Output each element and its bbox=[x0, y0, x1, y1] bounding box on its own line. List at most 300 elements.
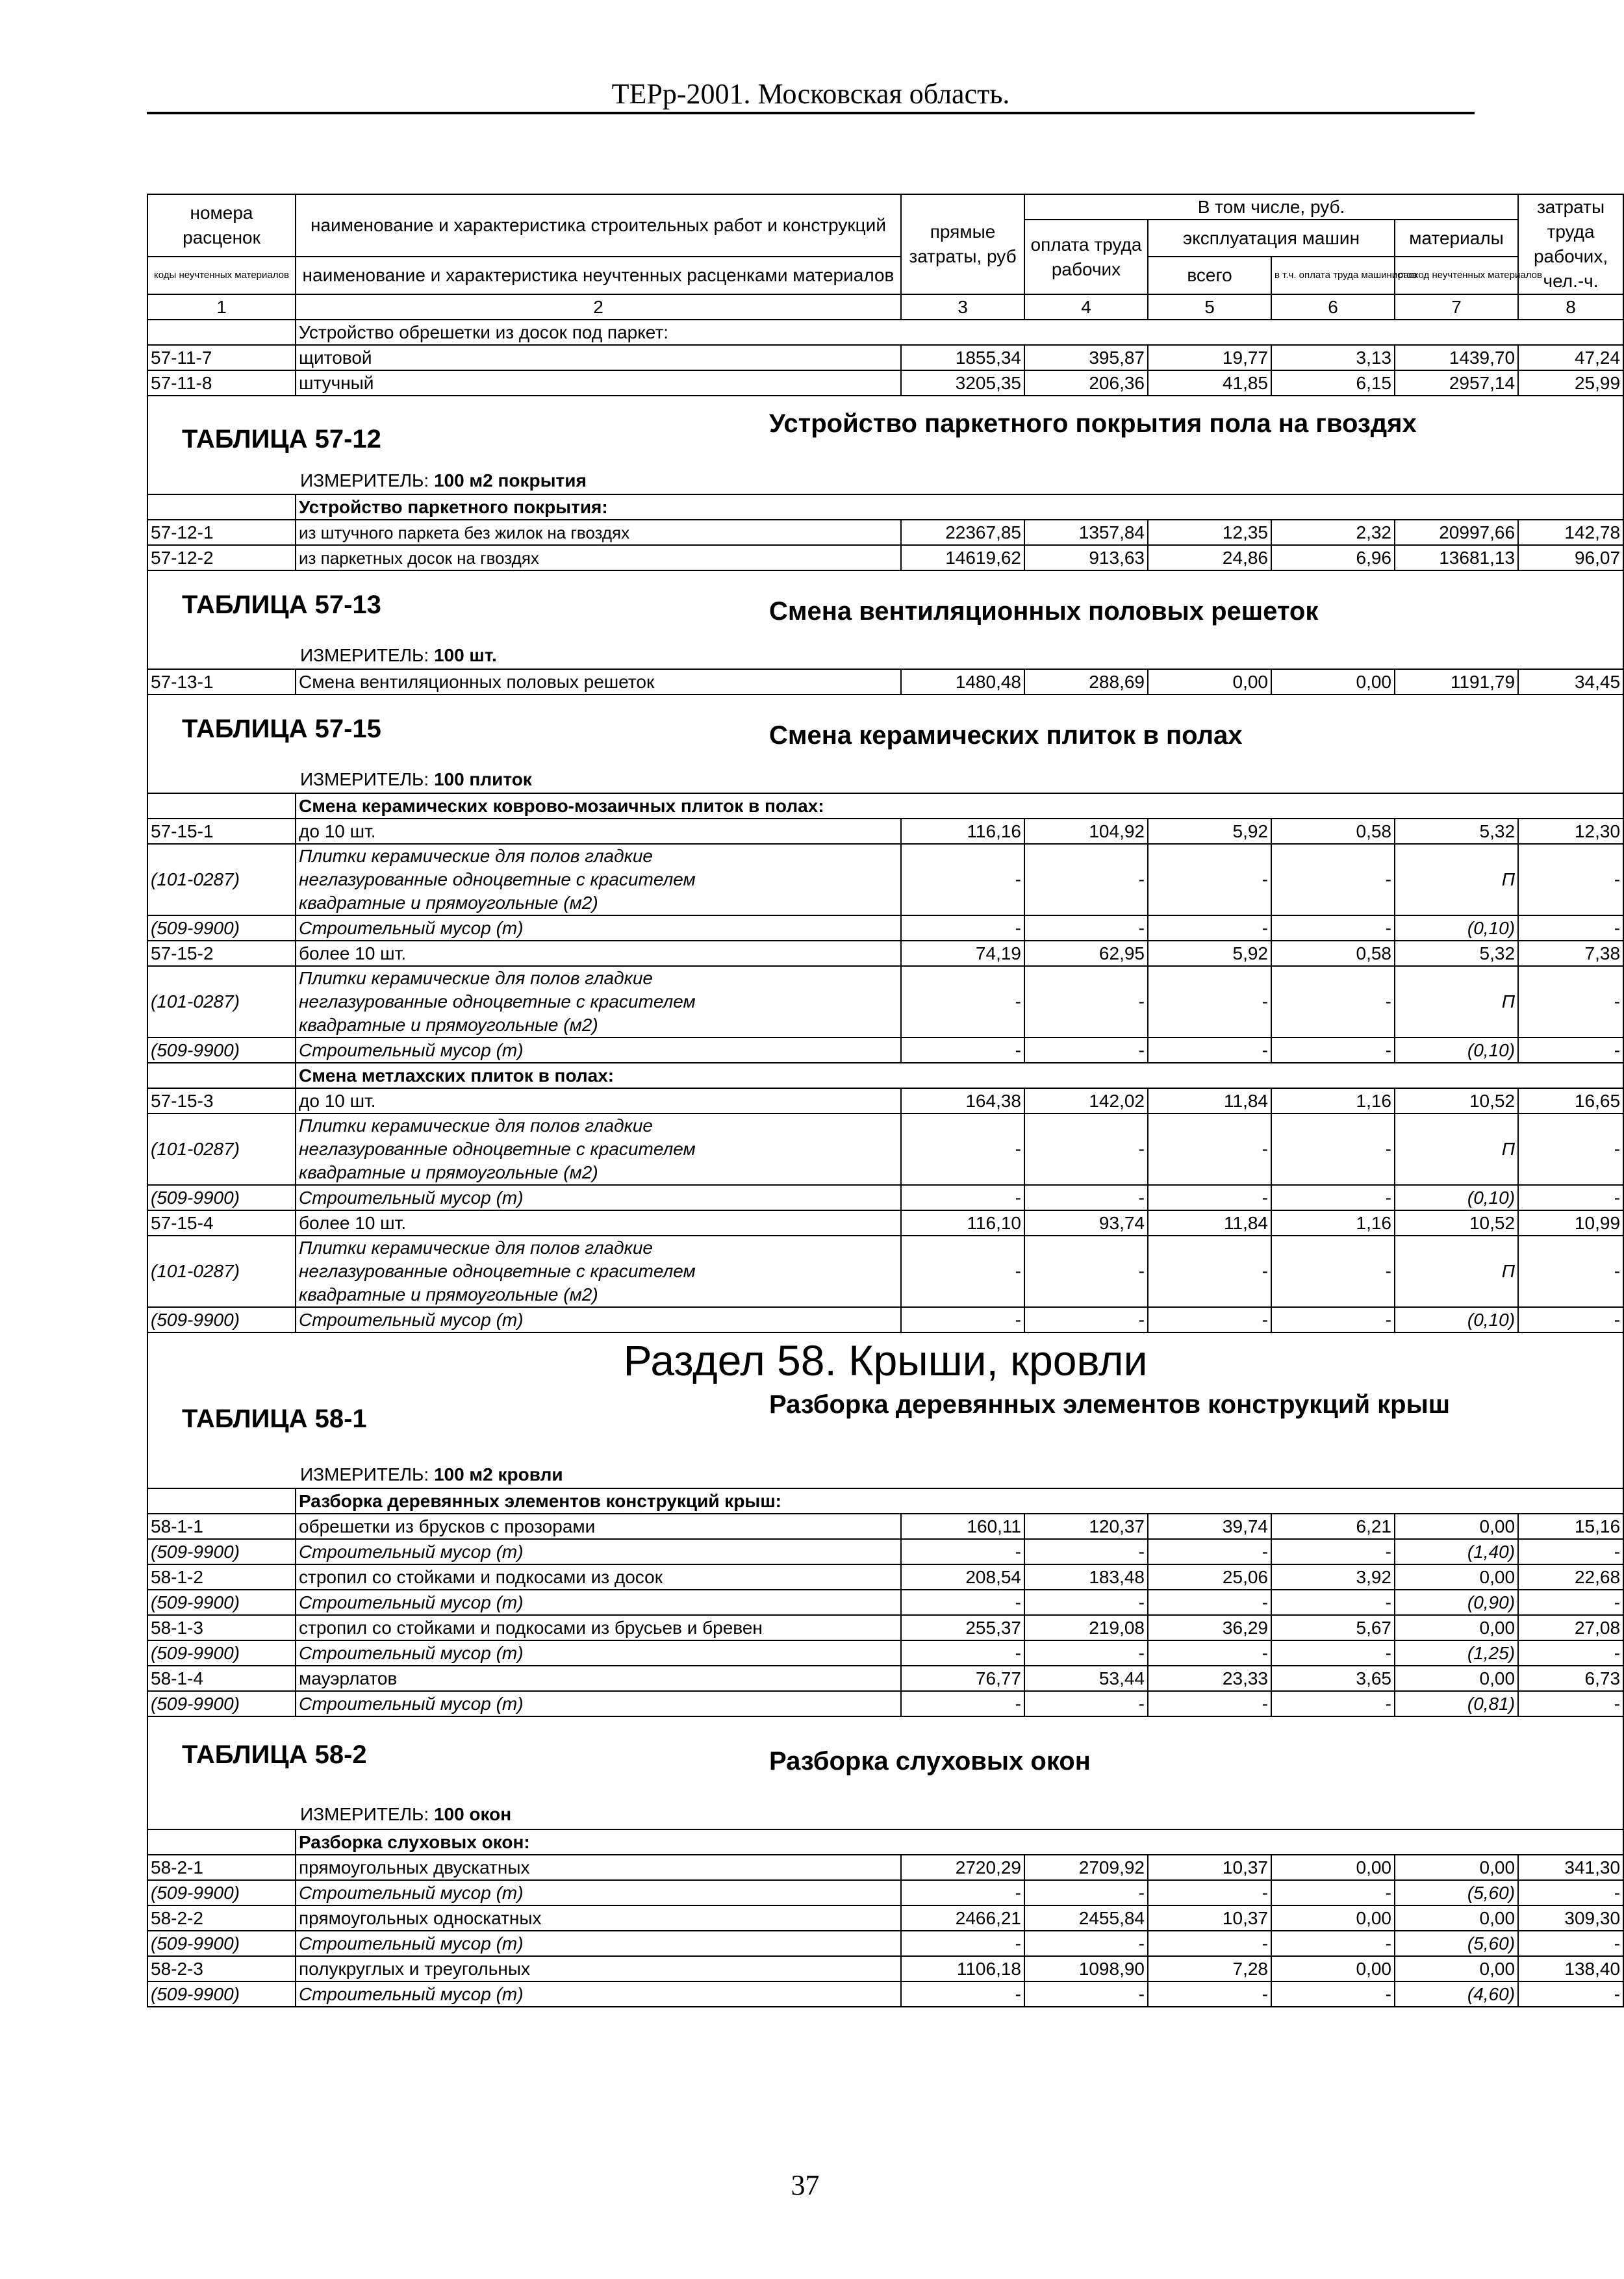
material-name: Плитки керамические для полов гладкие неглазурованные одноцветные с красителем квадратные и прямоугольные (м2) bbox=[296, 1114, 901, 1185]
empty-cell bbox=[147, 1829, 296, 1855]
dash: - bbox=[901, 1114, 1024, 1185]
direct-cost: 255,37 bbox=[901, 1615, 1024, 1640]
dash: - bbox=[1271, 1640, 1395, 1666]
table-title: Устройство паркетного покрытия пола на гвоздях bbox=[769, 409, 1417, 438]
subheading: Устройство паркетного покрытия: bbox=[296, 494, 1623, 520]
dash: - bbox=[1518, 1691, 1623, 1716]
materials: 13681,13 bbox=[1395, 545, 1518, 570]
table-row bbox=[147, 1666, 1623, 1691]
dash: - bbox=[1518, 1931, 1623, 1956]
material-row bbox=[147, 1236, 1623, 1307]
col7-header: расход неучтенных материалов bbox=[1395, 257, 1518, 294]
labor-pay: 1357,84 bbox=[1024, 520, 1148, 545]
machines-total: 39,74 bbox=[1148, 1514, 1271, 1539]
col-number: 2 bbox=[296, 294, 901, 320]
direct-cost: 2720,29 bbox=[901, 1855, 1024, 1880]
debris-amount: (1,40) bbox=[1395, 1539, 1518, 1564]
machines-total: 11,84 bbox=[1148, 1210, 1271, 1236]
labor-hours: 47,24 bbox=[1518, 345, 1623, 370]
dash: - bbox=[901, 1236, 1024, 1307]
dash: - bbox=[1518, 966, 1623, 1038]
machines-total: 19,77 bbox=[1148, 345, 1271, 370]
dash: - bbox=[1518, 1539, 1623, 1564]
labor-pay: 2709,92 bbox=[1024, 1855, 1148, 1880]
work-name: обрешетки из брусков с прозорами bbox=[296, 1514, 901, 1539]
labor-pay: 104,92 bbox=[1024, 819, 1148, 844]
materials: 0,00 bbox=[1395, 1666, 1518, 1691]
dash: - bbox=[1271, 844, 1395, 915]
materials: 20997,66 bbox=[1395, 520, 1518, 545]
debris-row bbox=[147, 1307, 1623, 1332]
labor-pay: 62,95 bbox=[1024, 941, 1148, 966]
code: 58-1-4 bbox=[147, 1666, 296, 1691]
dash: - bbox=[1148, 844, 1271, 915]
labor-hours: 341,30 bbox=[1518, 1855, 1623, 1880]
material-name: Строительный мусор (т) bbox=[296, 915, 901, 941]
debris-row bbox=[147, 1038, 1623, 1063]
direct-cost: 116,10 bbox=[901, 1210, 1024, 1236]
material-code: (509-9900) bbox=[147, 1307, 296, 1332]
table-row bbox=[147, 1905, 1623, 1931]
material-code: (509-9900) bbox=[147, 1640, 296, 1666]
col5-header: всего bbox=[1148, 257, 1271, 294]
machinists-pay: 6,15 bbox=[1271, 370, 1395, 396]
machines-total: 12,35 bbox=[1148, 520, 1271, 545]
materials: 2957,14 bbox=[1395, 370, 1518, 396]
code: 58-1-1 bbox=[147, 1514, 296, 1539]
direct-cost: 76,77 bbox=[901, 1666, 1024, 1691]
subheading: Смена метлахских плиток в полах: bbox=[296, 1063, 1623, 1088]
dash: - bbox=[1271, 1691, 1395, 1716]
col4-header: оплата труда рабочих bbox=[1024, 220, 1148, 294]
machinists-pay: 0,00 bbox=[1271, 1855, 1395, 1880]
material-code: (101-0287) bbox=[147, 1114, 296, 1185]
direct-cost: 22367,85 bbox=[901, 520, 1024, 545]
machinists-pay: 2,32 bbox=[1271, 520, 1395, 545]
code: 58-1-2 bbox=[147, 1564, 296, 1590]
dash: - bbox=[1271, 1590, 1395, 1615]
material-code: (509-9900) bbox=[147, 1691, 296, 1716]
machinists-pay: 0,00 bbox=[1271, 669, 1395, 694]
dash: - bbox=[901, 1307, 1024, 1332]
table-row bbox=[147, 1088, 1623, 1114]
machinists-pay: 6,96 bbox=[1271, 545, 1395, 570]
machinists-pay: 0,00 bbox=[1271, 1956, 1395, 1981]
measure-unit: ИЗМЕРИТЕЛЬ: 100 м2 кровли bbox=[300, 1464, 563, 1484]
machinists-pay: 3,92 bbox=[1271, 1564, 1395, 1590]
machines-total: 5,92 bbox=[1148, 941, 1271, 966]
debris-amount: (0,10) bbox=[1395, 1038, 1518, 1063]
material-rate: П bbox=[1395, 1114, 1518, 1185]
direct-cost: 116,16 bbox=[901, 819, 1024, 844]
work-name: Смена вентиляционных половых решеток bbox=[296, 669, 901, 694]
dash: - bbox=[1271, 1880, 1395, 1905]
debris-row bbox=[147, 1880, 1623, 1905]
material-code: (101-0287) bbox=[147, 844, 296, 915]
material-name: Строительный мусор (т) bbox=[296, 1590, 901, 1615]
measure-unit: ИЗМЕРИТЕЛЬ: 100 м2 покрытия bbox=[300, 470, 587, 490]
machinists-pay: 5,67 bbox=[1271, 1615, 1395, 1640]
exploitation-header: эксплуатация машин bbox=[1148, 220, 1395, 257]
machines-total: 36,29 bbox=[1148, 1615, 1271, 1640]
empty-cell bbox=[147, 1063, 296, 1088]
machinists-pay: 1,16 bbox=[1271, 1210, 1395, 1236]
table-row bbox=[147, 520, 1623, 545]
table-row bbox=[147, 1514, 1623, 1539]
work-name: прямоугольных двускатных bbox=[296, 1855, 901, 1880]
measure-unit: ИЗМЕРИТЕЛЬ: 100 шт. bbox=[300, 645, 497, 665]
materials: 1439,70 bbox=[1395, 345, 1518, 370]
labor-hours: 309,30 bbox=[1518, 1905, 1623, 1931]
dash: - bbox=[1148, 915, 1271, 941]
material-name: Плитки керамические для полов гладкие неглазурованные одноцветные с красителем квадратные и прямоугольные (м2) bbox=[296, 966, 901, 1038]
machinists-pay: 0,58 bbox=[1271, 819, 1395, 844]
work-name: полукруглых и треугольных bbox=[296, 1956, 901, 1981]
materials: 0,00 bbox=[1395, 1564, 1518, 1590]
material-code: (509-9900) bbox=[147, 915, 296, 941]
table-row bbox=[147, 345, 1623, 370]
col8-header: затраты труда рабочих, чел.-ч. bbox=[1518, 194, 1623, 294]
col-number: 3 bbox=[901, 294, 1024, 320]
col-number: 4 bbox=[1024, 294, 1148, 320]
work-name: мауэрлатов bbox=[296, 1666, 901, 1691]
dash: - bbox=[1518, 1038, 1623, 1063]
material-code: (509-9900) bbox=[147, 1981, 296, 2007]
table-label: ТАБЛИЦА 58-2 bbox=[182, 1740, 367, 1769]
dash: - bbox=[1271, 1307, 1395, 1332]
subheading: Смена керамических коврово-мозаичных плиток в полах: bbox=[296, 793, 1623, 819]
work-name: более 10 шт. bbox=[296, 1210, 901, 1236]
debris-amount: (0,81) bbox=[1395, 1691, 1518, 1716]
code: 58-2-2 bbox=[147, 1905, 296, 1931]
dash: - bbox=[1024, 1539, 1148, 1564]
dash: - bbox=[1271, 915, 1395, 941]
material-name: Строительный мусор (т) bbox=[296, 1539, 901, 1564]
dash: - bbox=[901, 1590, 1024, 1615]
material-name: Строительный мусор (т) bbox=[296, 1038, 901, 1063]
table-title: Разборка деревянных элементов конструкций крыш bbox=[769, 1390, 1451, 1419]
material-name: Строительный мусор (т) bbox=[296, 1931, 901, 1956]
debris-amount: (5,60) bbox=[1395, 1880, 1518, 1905]
material-code: (509-9900) bbox=[147, 1880, 296, 1905]
work-name: до 10 шт. bbox=[296, 1088, 901, 1114]
col1-header-bottom: коды неучтенных материалов bbox=[147, 257, 296, 294]
material-row bbox=[147, 844, 1623, 915]
material-name: Плитки керамические для полов гладкие неглазурованные одноцветные с красителем квадратные и прямоугольные (м2) bbox=[296, 1236, 901, 1307]
work-name: штучный bbox=[296, 370, 901, 396]
materials: 0,00 bbox=[1395, 1905, 1518, 1931]
dash: - bbox=[1148, 1185, 1271, 1210]
table-label: ТАБЛИЦА 58-1 bbox=[182, 1405, 367, 1433]
material-code: (509-9900) bbox=[147, 1590, 296, 1615]
table-row bbox=[147, 370, 1623, 396]
dash: - bbox=[1271, 1038, 1395, 1063]
page-header: ТЕРр-2001. Московская область. bbox=[147, 77, 1475, 114]
material-rate: П bbox=[1395, 1236, 1518, 1307]
material-rate: П bbox=[1395, 966, 1518, 1038]
machinists-pay: 0,00 bbox=[1271, 1905, 1395, 1931]
machinists-pay: 3,13 bbox=[1271, 345, 1395, 370]
dash: - bbox=[901, 1981, 1024, 2007]
dash: - bbox=[1518, 1236, 1623, 1307]
table-label: ТАБЛИЦА 57-15 bbox=[182, 715, 381, 743]
dash: - bbox=[1148, 1307, 1271, 1332]
work-name: стропил со стойками и подкосами из досок bbox=[296, 1564, 901, 1590]
debris-row bbox=[147, 1640, 1623, 1666]
materials: 0,00 bbox=[1395, 1615, 1518, 1640]
labor-hours: 27,08 bbox=[1518, 1615, 1623, 1640]
table-row bbox=[147, 669, 1623, 694]
table-row bbox=[147, 1615, 1623, 1640]
dash: - bbox=[1024, 1114, 1148, 1185]
table-heading-57-13 bbox=[147, 570, 1623, 669]
work-name: более 10 шт. bbox=[296, 941, 901, 966]
code: 57-15-3 bbox=[147, 1088, 296, 1114]
labor-pay: 142,02 bbox=[1024, 1088, 1148, 1114]
material-code: (101-0287) bbox=[147, 966, 296, 1038]
direct-cost: 164,38 bbox=[901, 1088, 1024, 1114]
debris-row bbox=[147, 1539, 1623, 1564]
dash: - bbox=[1271, 1981, 1395, 2007]
labor-pay: 183,48 bbox=[1024, 1564, 1148, 1590]
debris-row bbox=[147, 1185, 1623, 1210]
dash: - bbox=[1518, 915, 1623, 941]
work-name: из штучного паркета без жилок на гвоздях bbox=[296, 520, 901, 545]
labor-pay: 120,37 bbox=[1024, 1514, 1148, 1539]
machinists-pay: 0,58 bbox=[1271, 941, 1395, 966]
dash: - bbox=[1271, 1539, 1395, 1564]
labor-hours: 7,38 bbox=[1518, 941, 1623, 966]
dash: - bbox=[1518, 1590, 1623, 1615]
col-number: 5 bbox=[1148, 294, 1271, 320]
dash: - bbox=[1148, 1038, 1271, 1063]
table-label: ТАБЛИЦА 57-13 bbox=[182, 591, 381, 619]
table-title: Смена вентиляционных половых решеток bbox=[769, 597, 1319, 626]
material-code: (509-9900) bbox=[147, 1539, 296, 1564]
direct-cost: 208,54 bbox=[901, 1564, 1024, 1590]
dash: - bbox=[1024, 1307, 1148, 1332]
machines-total: 41,85 bbox=[1148, 370, 1271, 396]
code: 57-13-1 bbox=[147, 669, 296, 694]
dash: - bbox=[1024, 1640, 1148, 1666]
page-number: 37 bbox=[791, 2169, 820, 2201]
code: 57-12-2 bbox=[147, 545, 296, 570]
table-heading-57-15 bbox=[147, 694, 1623, 793]
machines-total: 10,37 bbox=[1148, 1905, 1271, 1931]
section-title: Раздел 58. Крыши, кровли bbox=[623, 1336, 1148, 1384]
machines-total: 7,28 bbox=[1148, 1956, 1271, 1981]
col-number: 6 bbox=[1271, 294, 1395, 320]
materials: 5,32 bbox=[1395, 941, 1518, 966]
debris-row bbox=[147, 1981, 1623, 2007]
material-name: Плитки керамические для полов гладкие неглазурованные одноцветные с красителем квадратные и прямоугольные (м2) bbox=[296, 844, 901, 915]
debris-amount: (4,60) bbox=[1395, 1981, 1518, 2007]
direct-cost: 14619,62 bbox=[901, 545, 1024, 570]
table-label: ТАБЛИЦА 57-12 bbox=[182, 425, 381, 453]
machines-total: 24,86 bbox=[1148, 545, 1271, 570]
code: 58-1-3 bbox=[147, 1615, 296, 1640]
dash: - bbox=[1148, 1640, 1271, 1666]
machinists-pay: 3,65 bbox=[1271, 1666, 1395, 1691]
table-row bbox=[147, 1210, 1623, 1236]
table-row bbox=[147, 1855, 1623, 1880]
labor-pay: 1098,90 bbox=[1024, 1956, 1148, 1981]
debris-amount: (0,10) bbox=[1395, 1185, 1518, 1210]
dash: - bbox=[1148, 1236, 1271, 1307]
dash: - bbox=[1024, 915, 1148, 941]
material-code: (509-9900) bbox=[147, 1038, 296, 1063]
material-name: Строительный мусор (т) bbox=[296, 1640, 901, 1666]
col2-header-bottom: наименование и характеристика неучтенных расценками материалов bbox=[296, 257, 901, 294]
table-heading-58-2 bbox=[147, 1716, 1623, 1829]
direct-cost: 2466,21 bbox=[901, 1905, 1024, 1931]
dash: - bbox=[1024, 1931, 1148, 1956]
debris-row bbox=[147, 1590, 1623, 1615]
empty-cell bbox=[147, 320, 296, 345]
col6-header: в т.ч. оплата труда машинистов bbox=[1271, 257, 1395, 294]
code: 58-2-1 bbox=[147, 1855, 296, 1880]
col1-header-top: номера расценок bbox=[147, 194, 296, 257]
dash: - bbox=[901, 1539, 1024, 1564]
direct-cost: 160,11 bbox=[901, 1514, 1024, 1539]
machinists-pay: 6,21 bbox=[1271, 1514, 1395, 1539]
machines-total: 25,06 bbox=[1148, 1564, 1271, 1590]
section-58-heading bbox=[147, 1332, 1623, 1488]
dash: - bbox=[1024, 844, 1148, 915]
debris-amount: (1,25) bbox=[1395, 1640, 1518, 1666]
code: 57-15-4 bbox=[147, 1210, 296, 1236]
work-name: стропил со стойками и подкосами из брусьев и бревен bbox=[296, 1615, 901, 1640]
dash: - bbox=[1024, 966, 1148, 1038]
machinists-pay: 1,16 bbox=[1271, 1088, 1395, 1114]
code: 57-15-1 bbox=[147, 819, 296, 844]
measure-unit: ИЗМЕРИТЕЛЬ: 100 окон bbox=[300, 1804, 512, 1824]
subheading: Разборка слуховых окон: bbox=[296, 1829, 1623, 1855]
materials: 1191,79 bbox=[1395, 669, 1518, 694]
dash: - bbox=[1148, 1880, 1271, 1905]
price-table bbox=[147, 194, 1624, 2007]
materials: 0,00 bbox=[1395, 1514, 1518, 1539]
dash: - bbox=[1518, 1307, 1623, 1332]
subheading: Разборка деревянных элементов конструкций крыш: bbox=[296, 1488, 1623, 1514]
dash: - bbox=[1148, 1981, 1271, 2007]
material-row bbox=[147, 966, 1623, 1038]
labor-hours: 6,73 bbox=[1518, 1666, 1623, 1691]
col-number: 8 bbox=[1518, 294, 1623, 320]
direct-cost: 1480,48 bbox=[901, 669, 1024, 694]
machines-total: 11,84 bbox=[1148, 1088, 1271, 1114]
code: 58-2-3 bbox=[147, 1956, 296, 1981]
labor-hours: 25,99 bbox=[1518, 370, 1623, 396]
materials: 10,52 bbox=[1395, 1210, 1518, 1236]
labor-hours: 12,30 bbox=[1518, 819, 1623, 844]
dash: - bbox=[1518, 1185, 1623, 1210]
material-name: Строительный мусор (т) bbox=[296, 1880, 901, 1905]
dash: - bbox=[901, 1691, 1024, 1716]
labor-pay: 2455,84 bbox=[1024, 1905, 1148, 1931]
debris-row bbox=[147, 1691, 1623, 1716]
col2-header-top: наименование и характеристика строительных работ и конструкций bbox=[296, 194, 901, 257]
code: 57-11-7 bbox=[147, 345, 296, 370]
dash: - bbox=[1024, 1185, 1148, 1210]
table-row bbox=[147, 1564, 1623, 1590]
material-code: (509-9900) bbox=[147, 1185, 296, 1210]
dash: - bbox=[901, 1185, 1024, 1210]
debris-amount: (0,10) bbox=[1395, 1307, 1518, 1332]
labor-pay: 53,44 bbox=[1024, 1666, 1148, 1691]
table-row bbox=[147, 819, 1623, 844]
direct-cost: 1106,18 bbox=[901, 1956, 1024, 1981]
dash: - bbox=[1148, 1691, 1271, 1716]
debris-amount: (0,10) bbox=[1395, 915, 1518, 941]
machines-total: 23,33 bbox=[1148, 1666, 1271, 1691]
machines-total: 0,00 bbox=[1148, 669, 1271, 694]
materials: 0,00 bbox=[1395, 1855, 1518, 1880]
empty-cell bbox=[147, 494, 296, 520]
material-name: Строительный мусор (т) bbox=[296, 1185, 901, 1210]
table-row bbox=[147, 1956, 1623, 1981]
labor-hours: 15,16 bbox=[1518, 1514, 1623, 1539]
debris-row bbox=[147, 915, 1623, 941]
table-title: Смена керамических плиток в полах bbox=[769, 721, 1243, 750]
work-name: щитовой bbox=[296, 345, 901, 370]
work-name: из паркетных досок на гвоздях bbox=[296, 545, 901, 570]
labor-hours: 34,45 bbox=[1518, 669, 1623, 694]
dash: - bbox=[901, 915, 1024, 941]
dash: - bbox=[1024, 1236, 1148, 1307]
dash: - bbox=[1518, 1880, 1623, 1905]
labor-hours: 16,65 bbox=[1518, 1088, 1623, 1114]
dash: - bbox=[1271, 1236, 1395, 1307]
dash: - bbox=[1148, 1539, 1271, 1564]
group-header: В том числе, руб. bbox=[1024, 194, 1518, 220]
labor-pay: 93,74 bbox=[1024, 1210, 1148, 1236]
empty-cell bbox=[147, 1488, 296, 1514]
labor-hours: 138,40 bbox=[1518, 1956, 1623, 1981]
dash: - bbox=[1518, 1981, 1623, 2007]
dash: - bbox=[1271, 1185, 1395, 1210]
labor-hours: 22,68 bbox=[1518, 1564, 1623, 1590]
material-row bbox=[147, 1114, 1623, 1185]
labor-hours: 96,07 bbox=[1518, 545, 1623, 570]
material-rate: П bbox=[1395, 844, 1518, 915]
work-name: прямоугольных односкатных bbox=[296, 1905, 901, 1931]
dash: - bbox=[1024, 1590, 1148, 1615]
labor-pay: 913,63 bbox=[1024, 545, 1148, 570]
material-name: Строительный мусор (т) bbox=[296, 1307, 901, 1332]
debris-amount: (0,90) bbox=[1395, 1590, 1518, 1615]
labor-hours: 10,99 bbox=[1518, 1210, 1623, 1236]
table-title: Разборка слуховых окон bbox=[769, 1747, 1091, 1776]
machines-total: 5,92 bbox=[1148, 819, 1271, 844]
dash: - bbox=[1148, 966, 1271, 1038]
table-heading-57-12 bbox=[147, 396, 1623, 494]
dash: - bbox=[901, 1038, 1024, 1063]
dash: - bbox=[1271, 966, 1395, 1038]
materials: 5,32 bbox=[1395, 819, 1518, 844]
dash: - bbox=[1148, 1931, 1271, 1956]
materials-header: материалы bbox=[1395, 220, 1518, 257]
materials: 10,52 bbox=[1395, 1088, 1518, 1114]
code: 57-15-2 bbox=[147, 941, 296, 966]
material-code: (101-0287) bbox=[147, 1236, 296, 1307]
direct-cost: 74,19 bbox=[901, 941, 1024, 966]
dash: - bbox=[1271, 1931, 1395, 1956]
labor-pay: 206,36 bbox=[1024, 370, 1148, 396]
dash: - bbox=[1024, 1880, 1148, 1905]
debris-amount: (5,60) bbox=[1395, 1931, 1518, 1956]
measure-unit: ИЗМЕРИТЕЛЬ: 100 плиток bbox=[300, 769, 532, 789]
